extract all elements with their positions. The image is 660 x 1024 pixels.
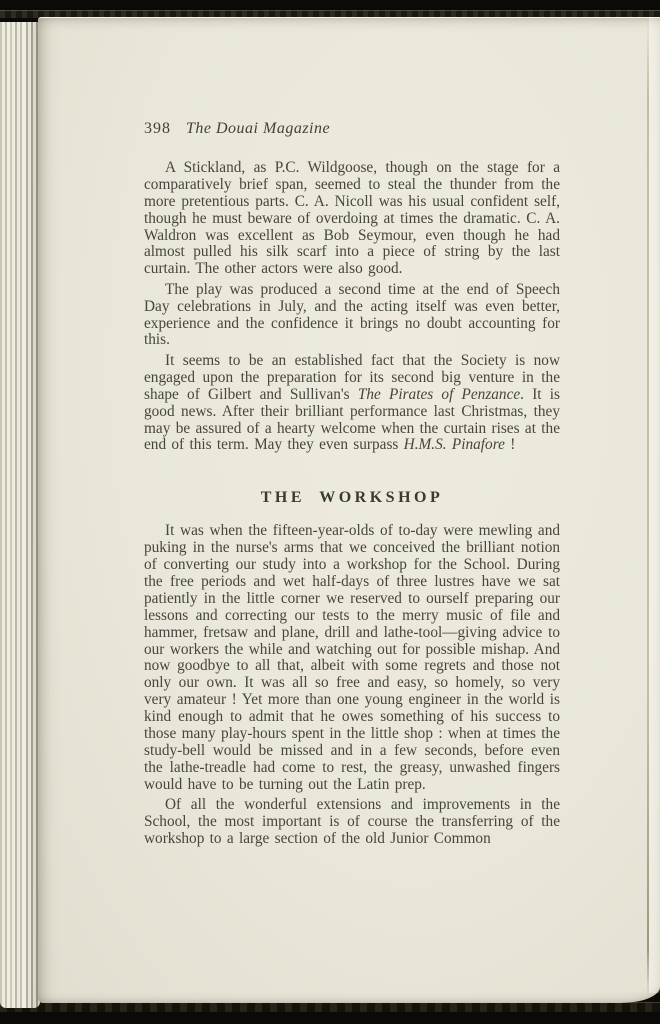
run-text: Of all the wonderful extensions and improvements in the School, the most important is of course the transferring of the workshop to a large section of the old Junior Common (144, 796, 560, 848)
italic-work-title-pirates: The Pirates of Penzance (357, 385, 521, 403)
paragraph-play-second-time (144, 282, 560, 350)
paragraph-society-venture (144, 353, 560, 454)
page-number: 398 (144, 120, 171, 137)
run-text: It was when the fifteen-year-olds of to-day were mewling and puking in the nurse's arms that we conceived the brilliant notion of converting our study into a workshop for the School. During the free periods and wet half-days of three lustres have we sat patiently in the little corner we reserved to ourself preparing our lessons and correcting our tests to the merry music of file and hammer, fretsaw and plane, drill and lathe-tool—giving advice to our workers the while and watching out for possible mishap. And now goodbye to all that, albeit with some regrets and those not only our own. It was all so free and easy, so homely, so very very amateur ! Yet more than one young engineer in the world is kind enough to admit that he owes something of his success to those many play-hours spent in the little shop : when at times the study-bell would be missed and in a few seconds, before even the lathe-treadle had come to rest, the greasy, unwashed fingers would have to be turning out the Latin prep. (144, 522, 560, 793)
section-heading-the-workshop: THE WORKSHOP (260, 489, 444, 507)
magazine-title: The Douai Magazine (186, 120, 331, 137)
page-gutter-crease (647, 18, 649, 997)
run-text: A Stickland, as P.C. Wildgoose, though on the stage for a comparatively brief span, seemed to steal the thunder from the more pretentious parts. C. A. Nicoll was his usual confident self, though he must beware of overdoing at times the dramatic. C. A. Waldron was excellent as Bob Seymour, even though he had almost pulled his silk scarf into a piece of string by the last curtain. The other actors were also good. (144, 158, 560, 278)
run-text: The play was produced a second time at the end of Speech Day celebrations in July, and the acting itself was even better, experience and the confidence it brings no doubt accounting for this. (144, 280, 560, 349)
paragraph-workshop-history (144, 523, 560, 794)
book-cover-cloth-bottom (0, 1002, 660, 1012)
run-text: . It is good news. After their brilliant performance last Christmas, they may be assured of a hearty welcome when the curtain rises at the end of this term. May they even surpass (144, 385, 560, 454)
italic-work-title-pinafore: H.M.S. Pinafore (403, 436, 505, 454)
printed-text-block (144, 121, 560, 851)
run-text: It seems to be an established fact that the Society is now engaged upon the preparation for its second big venture in the shape of Gilbert and Sullivan's (144, 351, 560, 403)
running-header (144, 121, 560, 138)
paragraph-workshop-transfer (144, 797, 560, 848)
run-text: ! (504, 436, 516, 454)
paragraph-stickland (144, 160, 560, 278)
facing-page-sliver (649, 18, 660, 993)
page-edge-stack (0, 22, 40, 1008)
book-page (38, 17, 660, 1003)
